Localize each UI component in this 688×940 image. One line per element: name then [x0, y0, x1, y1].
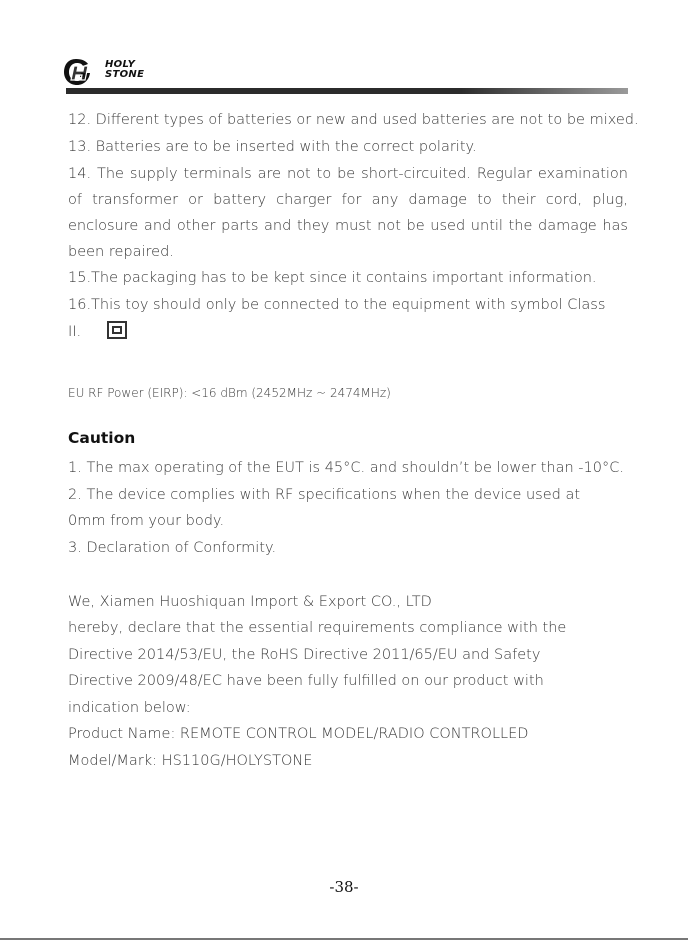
item-16-class-label: II.	[68, 324, 82, 340]
item-13: 13. Batteries are to be inserted with the correct polarity.	[68, 139, 477, 155]
declaration-line-5: indication below:	[68, 700, 191, 716]
caution-3: 3. Declaration of Conformity.	[68, 540, 277, 556]
declaration-line-2: hereby, declare that the essential requirements compliance with the	[68, 620, 567, 636]
class-ii-symbol-icon	[107, 321, 127, 339]
item-14: 14. The supply terminals are not to be short-circuited. Regular examination of transformer or battery charger for any damage to their cord, plug, enclosure and other parts and they must not be used until the damage has been repaired.	[68, 166, 628, 260]
caution-2-line-1: 2. The device complies with RF specifications when the device used at	[68, 487, 581, 503]
caution-heading: Caution	[68, 429, 136, 447]
logo-wordmark	[105, 60, 144, 80]
declaration-line-4: Directive 2009/48/EC have been fully fulfilled on our product with	[68, 673, 544, 689]
logo-line-2: STONE	[105, 69, 145, 80]
item-16-line-2	[68, 319, 628, 345]
item-16-line-1: 16.This toy should only be connected to the equipment with symbol Class	[68, 297, 606, 313]
item-12: 12. Different types of batteries or new and used batteries are not to be mixed.	[68, 112, 639, 128]
caution-1: 1. The max operating of the EUT is 45°C. and shouldn’t be lower than -10°C.	[68, 460, 624, 476]
declaration-line-1: We, Xiamen Huoshiquan Import & Export CO., LTD	[68, 594, 432, 610]
product-name: Product Name: REMOTE CONTROL MODEL/RADIO CONTROLLED	[68, 726, 529, 742]
item-15: 15.The packaging has to be kept since it contains important information.	[68, 270, 597, 286]
logo-line-1: HOLY	[105, 59, 136, 70]
rf-power-line: EU RF Power (EIRP): <16 dBm (2452MHz ~ 2474MHz)	[68, 386, 391, 400]
model-mark: Model/Mark: HS110G/HOLYSTONE	[68, 753, 313, 769]
page-number: -38-	[329, 878, 359, 896]
header-divider	[66, 88, 628, 94]
declaration-line-3: Directive 2014/53/EU, the RoHS Directive 2011/65/EU and Safety	[68, 647, 541, 663]
caution-2-line-2: 0mm from your body.	[68, 513, 225, 529]
